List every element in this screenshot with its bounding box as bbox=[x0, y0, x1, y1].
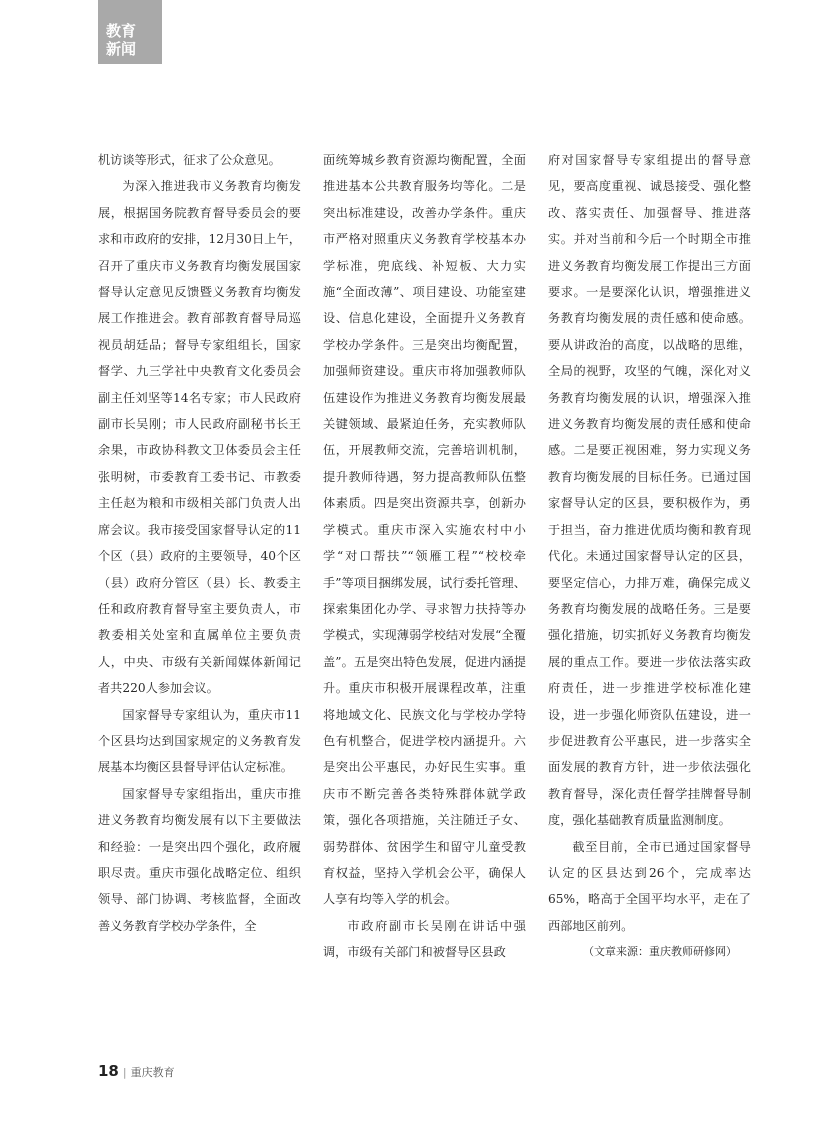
page-footer: 18 | 重庆教育 bbox=[98, 1062, 175, 1080]
paragraph: 府对国家督导专家组提出的督导意见，要高度重视、诚恳接受、强化整改、落实责任、加强督导、推进落实。并对当前和今后一个时期全市推进义务教育均衡发展工作提出三方面要求。一是要深化认识，增强推进义务教育均衡发展的责任感和使命感。要从讲政治的高度，以战略的思维，全局的视野，攻坚的气魄，深化对义务教育均衡发展的认识，增强深入推进义务教育均衡发展的责任感和使命感。二是要正视困难，努力实现义务教育均衡发展的目标任务。已通过国家督导认定的区县，要积极作为，勇于担当，奋力推进优质均衡和教育现代化。未通过国家督导认定的区县，要坚定信心，力排万难，确保完成义务教育均衡发展的战略任务。三是要强化措施，切实抓好义务教育均衡发展的重点工作。要进一步依法落实政府责任，进一步推进学校标准化建设，进一步强化师资队伍建设，进一步促进教育公平惠民，进一步落实全面发展的教育方针，进一步依法强化教育督导，深化责任督学挂牌督导制度，强化基础教育质量监测制度。 bbox=[548, 153, 751, 828]
publication-name: 重庆教育 bbox=[130, 1066, 175, 1079]
paragraph: 市政府副市长吴刚在讲话中强调，市级有关部门和被督导区县政 bbox=[323, 918, 526, 960]
paragraph: 截至目前，全市已通过国家督导认定的区县达到26个，完成率达65%，略高于全国平均水平，走在了西部地区前列。 bbox=[548, 839, 751, 933]
paragraph: 国家督导专家组指出，重庆市推进义务教育均衡发展有以下主要做法和经验：一是突出四个强化，政府履职尽责。重庆市强化战略定位、组织领导、部门协调、考核监督，全面改善义务教育学校办学条件，全 bbox=[98, 786, 301, 933]
page-number: 18 bbox=[98, 1062, 119, 1080]
section-tag-line2: 新闻 bbox=[106, 40, 137, 58]
article-source: （文章来源：重庆教师研修网） bbox=[583, 945, 737, 959]
paragraph: 国家督导专家组认为，重庆市11个区县均达到国家规定的义务教育发展基本均衡区县督导评估认定标准。 bbox=[98, 707, 301, 775]
text-column-1 bbox=[98, 147, 301, 939]
text-column-3 bbox=[548, 147, 751, 966]
paragraph: 为深入推进我市义务教育均衡发展，根据国务院教育督导委员会的要求和市政府的安排，12月30日上午，召开了重庆市义务教育均衡发展国家督导认定意见反馈暨义务教育均衡发展工作推进会。教育部教育督导局巡视员胡廷品；督导专家组组长，国家督学、九三学社中央教育文化委员会副主任刘坚等14名专家；市人民政府副市长吴刚；市人民政府副秘书长王余果，市政协科教文卫体委员会主任张明树，市委教育工委书记、市教委主任赵为粮和市级相关部门负责人出席会议。我市接受国家督导认定的11个区（县）政府的主要领导，40个区（县）政府分管区（县）长、教委主任和政府教育督导室主要负责人，市教委相关处室和直属单位主要负责人，中央、市级有关新闻媒体新闻记者共220人参加会议。 bbox=[98, 179, 301, 696]
paragraph: 面统筹城乡教育资源均衡配置，全面推进基本公共教育服务均等化。二是突出标准建设，改善办学条件。重庆市严格对照重庆义务教育学校基本办学标准，兜底线、补短板、大力实施“全面改薄”、项目建设、功能室建设、信息化建设，全面提升义务教育学校办学条件。三是突出均衡配置，加强师资建设。重庆市将加强教师队伍建设作为推进义务教育均衡发展最关键领域、最紧迫任务，充实教师队伍，开展教师交流，完善培训机制，提升教师待遇，努力提高教师队伍整体素质。四是突出资源共享，创新办学模式。重庆市深入实施农村中小学“对口帮扶”“领雁工程”“校校牵手”等项目捆绑发展，试行委托管理、探索集团化办学、寻求智力扶持等办学模式，实现薄弱学校结对发展“全覆盖”。五是突出特色发展，促进内涵提升。重庆市积极开展课程改革，注重将地域文化、民族文化与学校办学特色有机整合，促进学校内涵提升。六是突出公平惠民，办好民生实事。重庆市不断完善各类特殊群体就学政策，强化各项措施，关注随迁子女、弱势群体、贫困学生和留守儿童受教育权益，坚持入学机会公平，确保人人享有均等入学的机会。 bbox=[323, 153, 526, 907]
text-column-2 bbox=[323, 147, 526, 966]
paragraph: 机访谈等形式，征求了公众意见。 bbox=[98, 153, 281, 167]
section-tag bbox=[98, 0, 162, 64]
section-tag-line1: 教育 bbox=[106, 22, 137, 40]
